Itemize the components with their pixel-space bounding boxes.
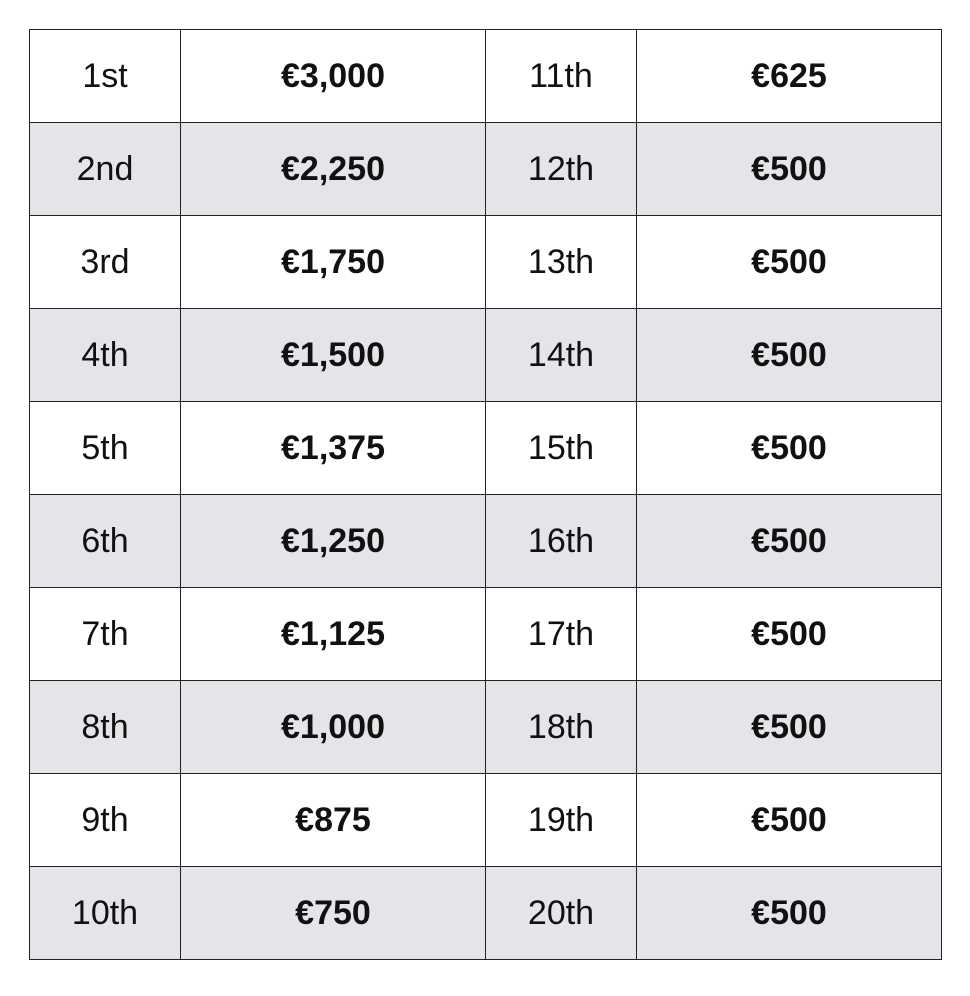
prize-cell: €500 [637, 216, 942, 309]
place-cell: 8th [30, 681, 181, 774]
prize-cell: €500 [637, 495, 942, 588]
prize-cell: €1,375 [181, 402, 486, 495]
place-cell: 13th [486, 216, 637, 309]
prize-cell: €500 [637, 402, 942, 495]
prize-cell: €1,000 [181, 681, 486, 774]
table-row [30, 588, 942, 681]
place-cell: 11th [486, 30, 637, 123]
place-cell: 6th [30, 495, 181, 588]
place-cell: 10th [30, 867, 181, 960]
prize-table [29, 29, 942, 960]
prize-cell: €875 [181, 774, 486, 867]
prize-table-body [30, 30, 942, 960]
table-row [30, 867, 942, 960]
table-row [30, 402, 942, 495]
prize-cell: €1,750 [181, 216, 486, 309]
place-cell: 12th [486, 123, 637, 216]
place-cell: 2nd [30, 123, 181, 216]
prize-cell: €500 [637, 588, 942, 681]
place-cell: 20th [486, 867, 637, 960]
prize-cell: €750 [181, 867, 486, 960]
prize-cell: €500 [637, 681, 942, 774]
place-cell: 4th [30, 309, 181, 402]
place-cell: 14th [486, 309, 637, 402]
prize-cell: €1,125 [181, 588, 486, 681]
place-cell: 16th [486, 495, 637, 588]
place-cell: 17th [486, 588, 637, 681]
place-cell: 9th [30, 774, 181, 867]
prize-cell: €1,500 [181, 309, 486, 402]
table-row [30, 681, 942, 774]
place-cell: 7th [30, 588, 181, 681]
prize-cell: €500 [637, 774, 942, 867]
place-cell: 1st [30, 30, 181, 123]
table-row [30, 774, 942, 867]
prize-cell: €500 [637, 867, 942, 960]
table-row [30, 30, 942, 123]
prize-cell: €500 [637, 123, 942, 216]
table-row [30, 309, 942, 402]
prize-cell: €1,250 [181, 495, 486, 588]
prize-cell: €500 [637, 309, 942, 402]
prize-cell: €625 [637, 30, 942, 123]
table-row [30, 495, 942, 588]
table-row [30, 123, 942, 216]
prize-cell: €3,000 [181, 30, 486, 123]
place-cell: 15th [486, 402, 637, 495]
place-cell: 5th [30, 402, 181, 495]
place-cell: 3rd [30, 216, 181, 309]
prize-cell: €2,250 [181, 123, 486, 216]
place-cell: 19th [486, 774, 637, 867]
place-cell: 18th [486, 681, 637, 774]
table-row [30, 216, 942, 309]
